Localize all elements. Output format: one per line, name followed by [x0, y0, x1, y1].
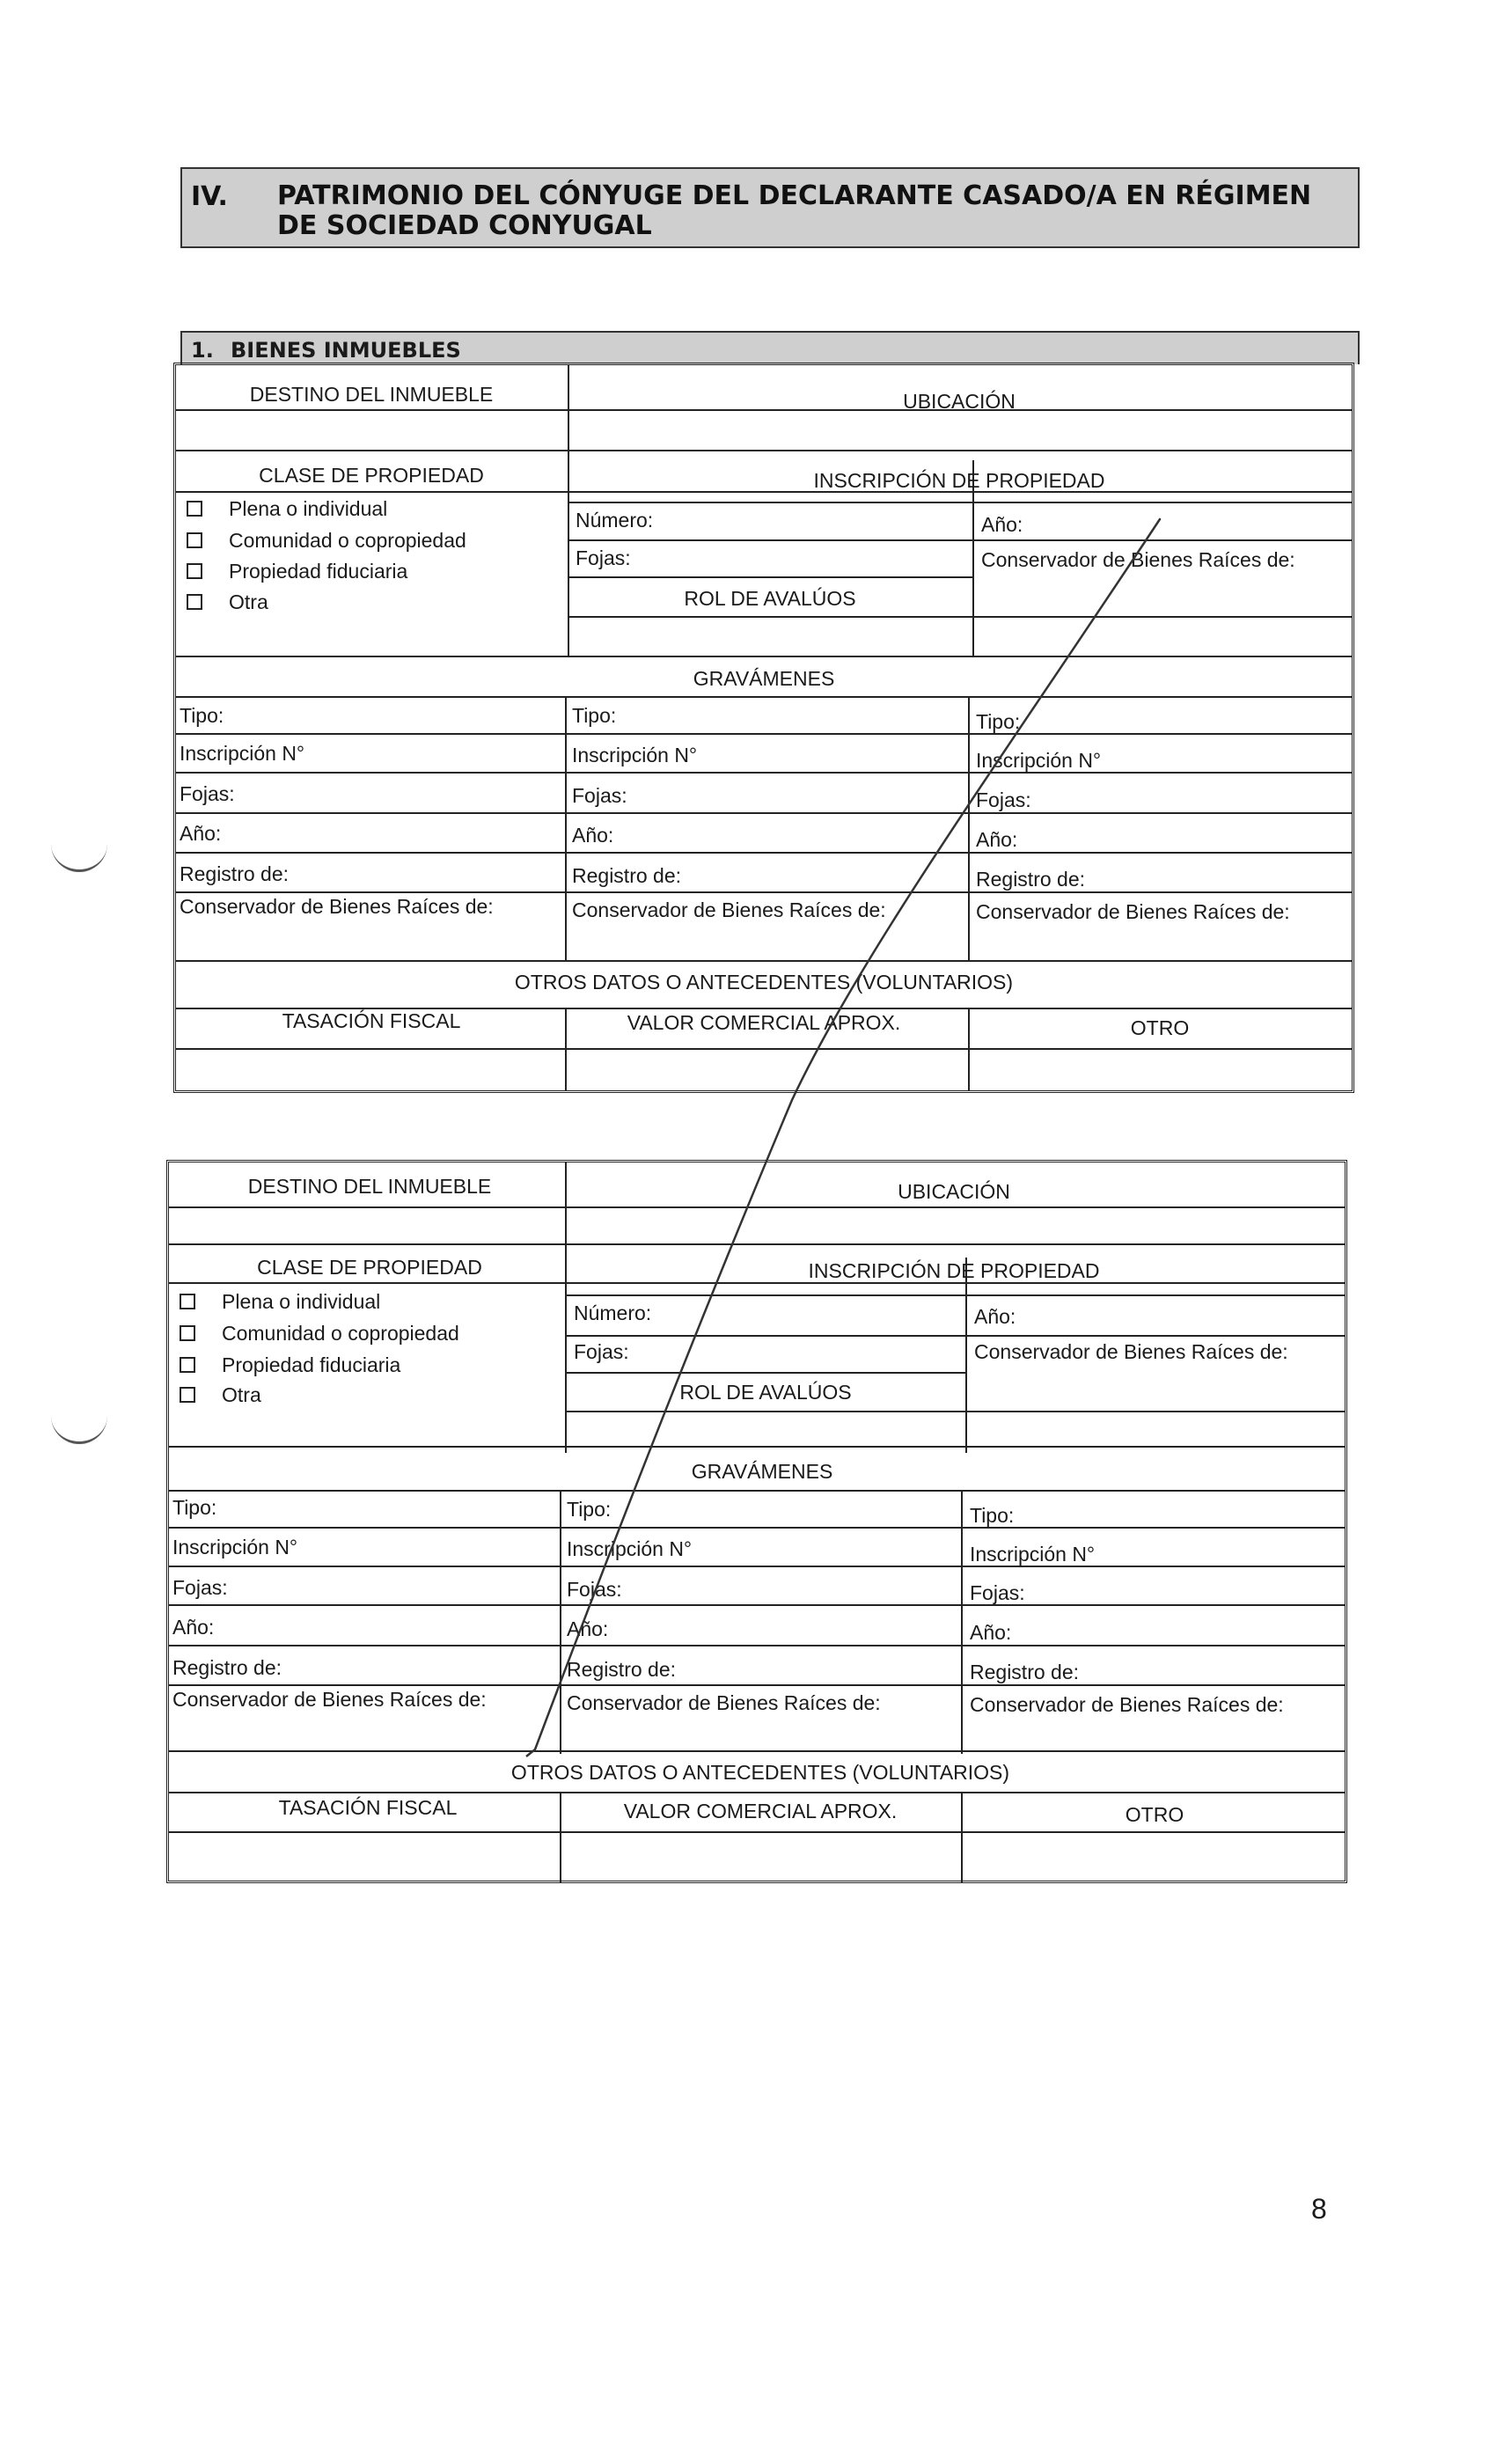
anio-field[interactable]: Año: [172, 1616, 215, 1639]
registro-field[interactable]: Registro de: [976, 868, 1086, 891]
clase-option[interactable]: Otra [187, 590, 268, 614]
fojas-field[interactable]: Fojas: [572, 784, 627, 807]
tipo-field[interactable]: Tipo: [180, 704, 224, 727]
section-title: PATRIMONIO DEL CÓNYUGE DEL DECLARANTE CASADO/A EN RÉGIMEN DE SOCIEDAD CONYUGAL [277, 180, 1312, 241]
otro-label: OTRO [1125, 1803, 1184, 1826]
otro-label: OTRO [1130, 1016, 1190, 1039]
clase-option[interactable]: Comunidad o copropiedad [187, 529, 466, 553]
conservador-field[interactable]: Conservador de Bienes Raíces de: [974, 1340, 1288, 1363]
clase-option[interactable]: Plena o individual [187, 497, 387, 521]
anio-field[interactable]: Año: [976, 828, 1018, 851]
conservador-field[interactable]: Conservador de Bienes Raíces de: [572, 898, 886, 921]
conservador-field[interactable]: Conservador de Bienes Raíces de: [172, 1688, 487, 1711]
section-number: IV. [191, 181, 228, 212]
anio-field[interactable]: Año: [572, 824, 614, 847]
tipo-field[interactable]: Tipo: [970, 1504, 1015, 1527]
anio-field[interactable]: Año: [180, 822, 222, 845]
anio-field[interactable]: Año: [567, 1617, 609, 1640]
inscripcion-no-field[interactable]: Inscripción N° [172, 1536, 298, 1558]
registro-field[interactable]: Registro de: [572, 864, 682, 887]
anio-field[interactable]: Año: [974, 1305, 1016, 1328]
inscripcion-no-field[interactable]: Inscripción N° [572, 744, 698, 766]
gravamenes-label: GRAVÁMENES [693, 667, 835, 690]
fojas-field[interactable]: Fojas: [180, 782, 235, 805]
clase-option[interactable]: Plena o individual [180, 1290, 380, 1314]
otros-datos-label: OTROS DATOS O ANTECEDENTES (VOLUNTARIOS) [514, 971, 1014, 994]
inscripcion-no-field[interactable]: Inscripción N° [970, 1543, 1096, 1566]
conservador-field[interactable]: Conservador de Bienes Raíces de: [970, 1693, 1284, 1716]
destino-label: DESTINO DEL INMUEBLE [249, 383, 494, 406]
conservador-field[interactable]: Conservador de Bienes Raíces de: [981, 548, 1295, 571]
subsection-title: BIENES INMUEBLES [231, 338, 461, 363]
fojas-field[interactable]: Fojas: [970, 1581, 1025, 1604]
tasacion-label: TASACIÓN FISCAL [278, 1796, 458, 1819]
otros-datos-label: OTROS DATOS O ANTECEDENTES (VOLUNTARIOS) [510, 1761, 1010, 1784]
conservador-field[interactable]: Conservador de Bienes Raíces de: [180, 895, 494, 918]
registro-field[interactable]: Registro de: [567, 1658, 677, 1681]
destino-label: DESTINO DEL INMUEBLE [247, 1175, 492, 1198]
anio-field[interactable]: Año: [981, 513, 1023, 536]
clase-option[interactable]: Propiedad fiduciaria [187, 560, 407, 583]
conservador-field[interactable]: Conservador de Bienes Raíces de: [976, 900, 1290, 923]
ubicacion-label: UBICACIÓN [903, 390, 1016, 413]
fojas-field[interactable]: Fojas: [574, 1340, 629, 1363]
tasacion-label: TASACIÓN FISCAL [282, 1009, 461, 1032]
rol-avaluos-label: ROL DE AVALÚOS [684, 587, 856, 610]
tipo-field[interactable]: Tipo: [567, 1498, 612, 1521]
tipo-field[interactable]: Tipo: [976, 710, 1021, 733]
inscripcion-no-field[interactable]: Inscripción N° [567, 1537, 693, 1560]
fojas-field[interactable]: Fojas: [976, 788, 1031, 811]
clase-option[interactable]: Otra [180, 1383, 261, 1407]
inscripcion-no-field[interactable]: Inscripción N° [976, 749, 1102, 772]
anio-field[interactable]: Año: [970, 1621, 1012, 1644]
valor-comercial-label: VALOR COMERCIAL APROX. [627, 1011, 901, 1034]
numero-field[interactable]: Número: [574, 1302, 652, 1324]
inscripcion-label: INSCRIPCIÓN DE PROPIEDAD [808, 1259, 1100, 1282]
clase-option[interactable]: Propiedad fiduciaria [180, 1353, 400, 1377]
fojas-field[interactable]: Fojas: [576, 546, 631, 569]
gravamenes-label: GRAVÁMENES [691, 1460, 833, 1483]
clase-label: CLASE DE PROPIEDAD [257, 1256, 482, 1279]
registro-field[interactable]: Registro de: [180, 862, 290, 885]
fojas-field[interactable]: Fojas: [567, 1578, 622, 1601]
tipo-field[interactable]: Tipo: [572, 704, 617, 727]
tipo-field[interactable]: Tipo: [172, 1496, 217, 1519]
conservador-field[interactable]: Conservador de Bienes Raíces de: [567, 1691, 881, 1714]
ubicacion-label: UBICACIÓN [898, 1180, 1010, 1203]
fojas-field[interactable]: Fojas: [172, 1576, 228, 1599]
rol-avaluos-label: ROL DE AVALÚOS [679, 1381, 852, 1404]
inscripcion-no-field[interactable]: Inscripción N° [180, 742, 305, 765]
registro-field[interactable]: Registro de: [970, 1661, 1080, 1683]
numero-field[interactable]: Número: [576, 509, 654, 532]
subsection-number: 1. [191, 338, 214, 363]
valor-comercial-label: VALOR COMERCIAL APROX. [623, 1800, 898, 1822]
page-number: 8 [1311, 2193, 1327, 2225]
clase-label: CLASE DE PROPIEDAD [259, 464, 484, 487]
clase-option[interactable]: Comunidad o copropiedad [180, 1322, 459, 1346]
registro-field[interactable]: Registro de: [172, 1656, 282, 1679]
inscripcion-label: INSCRIPCIÓN DE PROPIEDAD [813, 469, 1105, 492]
